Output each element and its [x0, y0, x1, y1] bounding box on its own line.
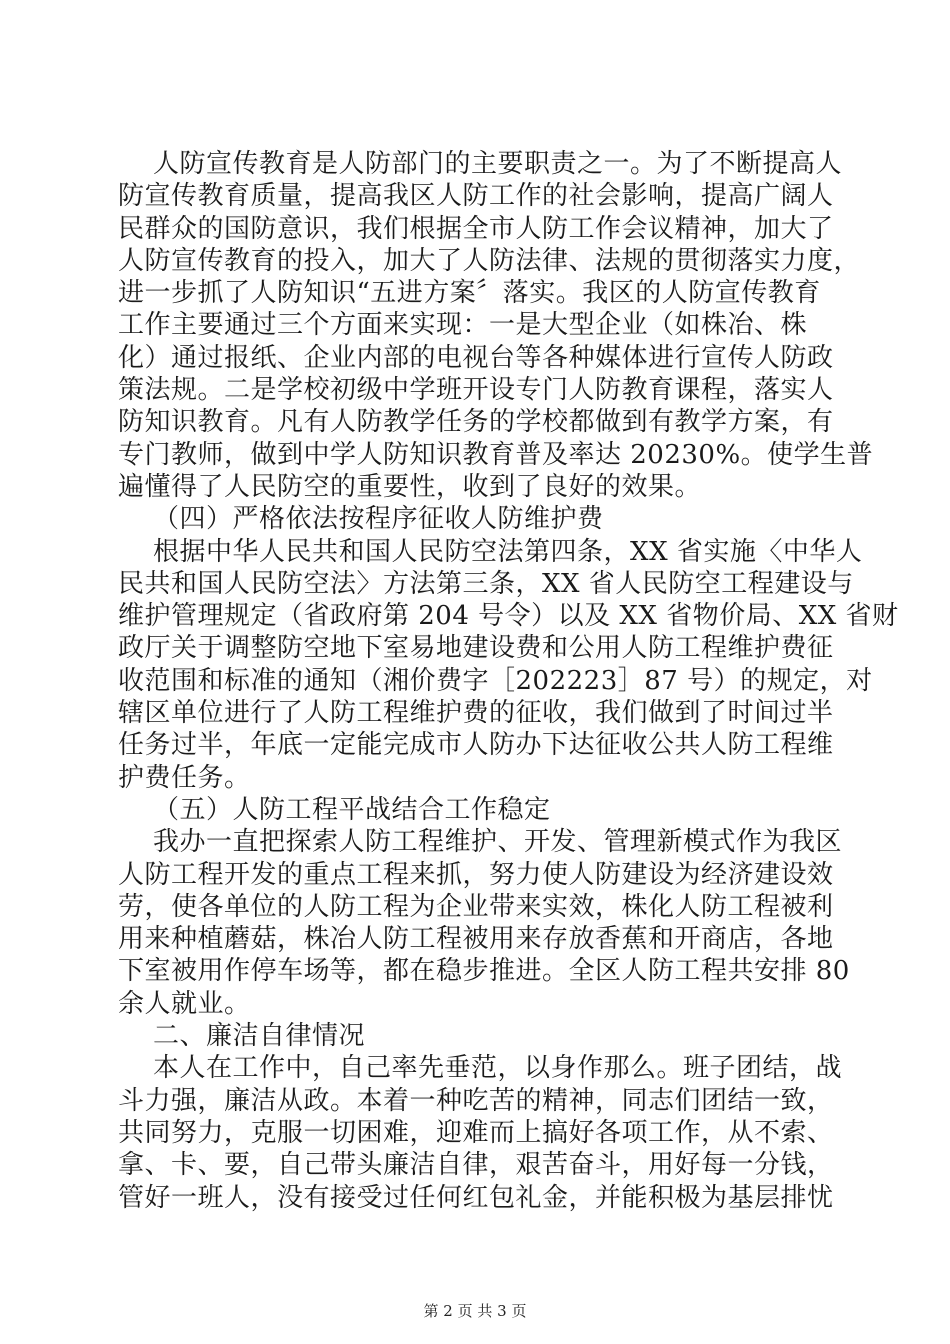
text-line: 维护管理规定（省政府第 204 号令）以及 XX 省物价局、XX 省财 [118, 601, 899, 632]
text-line: 本人在工作中，自己率先垂范，以身作那么。班子团结，战 [118, 1053, 843, 1084]
text-line: 劳，使各单位的人防工程为企业带来实效，株化人防工程被利 [118, 891, 834, 922]
page-footer [0, 1300, 950, 1321]
text-line: 专门教师，做到中学人防知识教育普及率达 20230%。使学生普 [118, 439, 874, 470]
text-line: 辖区单位进行了人防工程维护费的征收，我们做到了时间过半 [118, 698, 834, 729]
text-line: 民共和国人民防空法〉方法第三条，XX 省人民防空工程建设与 [118, 568, 854, 599]
text-line: 我办一直把探索人防工程维护、开发、管理新模式作为我区 [118, 827, 843, 858]
document-body [118, 148, 899, 1214]
text-line: 斗力强，廉洁从政。本着一种吃苦的精神，同志们团结一致， [118, 1085, 834, 1116]
text-line: 民群众的国防意识，我们根据全市人防工作会议精神，加大了 [118, 213, 834, 244]
text-line: 政厅关于调整防空地下室易地建设费和公用人防工程维护费征 [118, 633, 834, 664]
text-line: 任务过半，年底一定能完成市人防办下达征收公共人防工程维 [118, 730, 834, 761]
text-line: 根据中华人民共和国人民防空法第四条，XX 省实施〈中华人 [118, 536, 863, 567]
text-line: 护费任务。 [118, 762, 251, 793]
text-line: 防宣传教育质量，提高我区人防工作的社会影响，提高广阔人 [118, 181, 834, 212]
text-line: 遍懂得了人民防空的重要性，收到了良好的效果。 [118, 471, 702, 502]
page-number: 第 2 页 共 3 页 [423, 1302, 527, 1320]
text-line: 策法规。二是学校初级中学班开设专门人防教育课程，落实人 [118, 375, 834, 406]
text-line: 工作主要通过三个方面来实现：一是大型企业（如株冶、株 [118, 310, 808, 341]
text-line: 人防宣传教育是人防部门的主要职责之一。为了不断提高人 [118, 149, 843, 179]
text-line: 收范围和标准的通知（湘价费字［202223］87 号）的规定，对 [118, 665, 873, 696]
text-line: 下室被用作停车场等，都在稳步推进。全区人防工程共安排 80 [118, 956, 850, 987]
section-heading: （五）人防工程平战结合工作稳定 [118, 794, 551, 825]
text-line: 进一步抓了人防知识“五进方案〞落实。我区的人防宣传教育 [118, 278, 821, 309]
text-line: 拿、卡、要，自己带头廉洁自律，艰苦奋斗，用好每一分钱， [118, 1150, 834, 1181]
section-heading: （四）严格依法按程序征收人防维护费 [118, 504, 604, 535]
text-line: 共同努力，克服一切困难，迎难而上搞好各项工作，从不索、 [118, 1117, 834, 1148]
text-line: 人防宣传教育的投入，加大了人防法律、法规的贯彻落实力度， [118, 245, 861, 276]
text-line: 化）通过报纸、企业内部的电视台等各种媒体进行宣传人防政 [118, 342, 834, 373]
section-heading: 二、廉洁自律情况 [118, 1021, 366, 1052]
text-line: 人防工程开发的重点工程来抓，努力使人防建设为经济建设效 [118, 859, 834, 890]
text-line: 管好一班人，没有接受过任何红包礼金，并能积极为基层排忧 [118, 1182, 834, 1213]
text-line: 用来种植蘑菇，株冶人防工程被用来存放香蕉和开商店，各地 [118, 924, 834, 955]
text-line: 防知识教育。凡有人防教学任务的学校都做到有教学方案，有 [118, 407, 834, 438]
text-line: 余人就业。 [118, 988, 251, 1019]
